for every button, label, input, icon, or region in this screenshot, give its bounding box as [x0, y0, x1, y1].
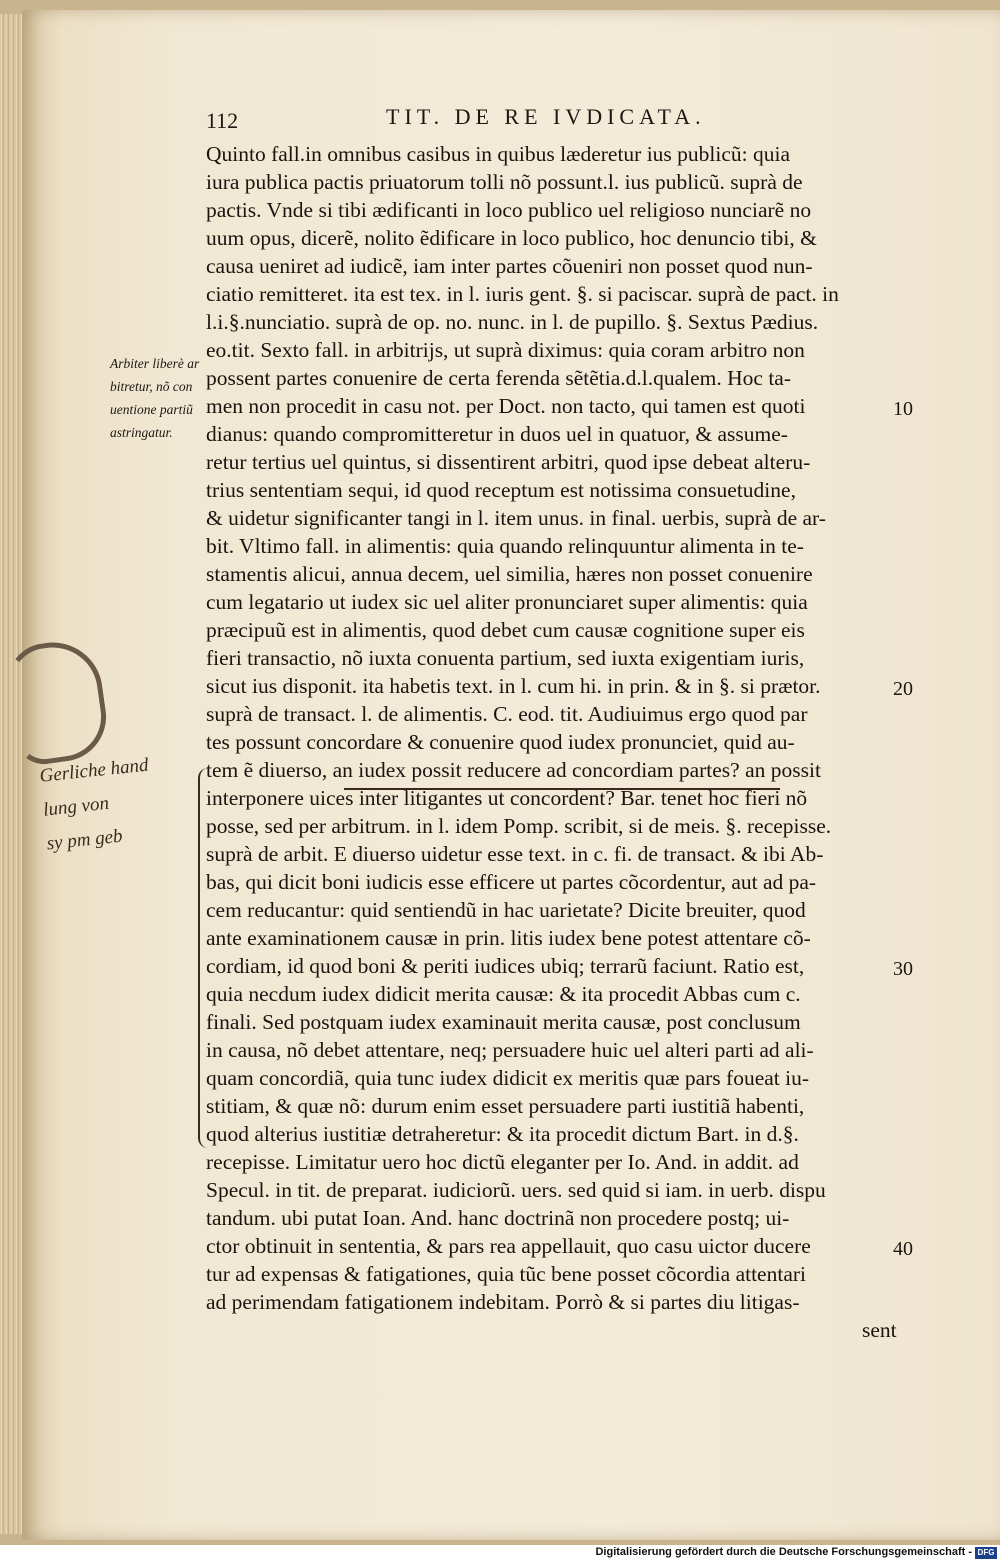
text-line: pactis. Vnde si tibi ædificanti in loco publico uel religioso nunciarẽ no: [206, 198, 812, 222]
text-line: recepisse. Limitatur uero hoc dictũ eleganter per Io. And. in addit. ad: [206, 1150, 799, 1174]
page-clip: [2, 636, 112, 768]
text-line: fieri transactio, nõ iuxta conuenta partium, sed iuxta exigentiam iuris,: [206, 646, 805, 670]
text-line: stitiam, & quæ nõ: durum enim esset persuadere parti iustitiã habenti,: [206, 1094, 805, 1118]
line-number: 20: [893, 678, 913, 700]
margin-note-line: astringatur.: [110, 425, 173, 440]
running-title: TIT. DE RE IVDICATA.: [386, 104, 706, 129]
text-line: finali. Sed postquam iudex examinauit merita causæ, post conclusum: [206, 1010, 801, 1034]
text-line: stamentis alicui, annua decem, uel similia, hæres non posset conuenire: [206, 562, 813, 586]
catchword: sent: [862, 1318, 897, 1342]
handwritten-line: lung von: [42, 792, 110, 821]
text-line: ante examinationem causæ in prin. litis iudex bene potest attentare cõ-: [206, 926, 811, 950]
text-line: uum opus, dicerẽ, nolito ẽdificare in loco publico, hoc denuncio tibi, &: [206, 226, 817, 250]
text-line: præcipuũ est in alimentis, quod debet cum causæ cognitione super eis: [206, 618, 805, 642]
text-line: bas, qui dicit boni iudicis esse efficere ut partes cõcordentur, aut ad pa-: [206, 870, 817, 894]
text-line: tur ad expensas & fatigationes, quia tũc bene posset cõcordia attentari: [206, 1262, 806, 1286]
text-line: quod alterius iustitiæ detraheretur: & ita procedit dictum Bart. in d.§.: [206, 1122, 799, 1146]
text-line: suprà de transact. l. de alimentis. C. eod. tit. Audiuimus ergo quod par: [206, 702, 808, 726]
handwritten-line: sy pm geb: [45, 825, 124, 855]
text-line: bit. Vltimo fall. in alimentis: quia quando relinquuntur alimenta in te-: [206, 534, 804, 558]
text-line: in causa, nõ debet attentare, neq; persuadere huic uel alteri parti ad ali-: [206, 1038, 814, 1062]
page-number: 112: [206, 108, 239, 133]
text-line: eo.tit. Sexto fall. in arbitrijs, ut suprà diximus: quia coram arbitro non: [206, 338, 805, 362]
text-line: ciatio remitteret. ita est tex. in l. iuris gent. §. si paciscar. suprà de pact. in: [206, 282, 839, 306]
text-line: tandum. ubi putat Ioan. And. hanc doctrinã non procedere postq; ui-: [206, 1206, 790, 1230]
text-line: Quinto fall.in omnibus casibus in quibus læderetur ius publicũ: quia: [206, 142, 791, 166]
text-line: iura publica pactis priuatorum tolli nõ possunt.l. ius publicũ. suprà de: [206, 170, 803, 194]
dfg-logo-icon: DFG: [975, 1547, 997, 1559]
line-number: 30: [893, 958, 913, 980]
text-line: cordiam, id quod boni & periti iudices ubiq; terrarũ faciunt. Ratio est,: [206, 954, 805, 978]
text-line: cem reducantur: quid sentiendũ in hac uarietate? Dicite breuiter, quod: [206, 898, 806, 922]
footer-credit: Digitalisierung gefördert durch die Deutsche Forschungsgemeinschaft -: [595, 1546, 972, 1558]
printed-margin-note: [110, 352, 206, 444]
margin-note-line: uentione partiũ: [110, 402, 193, 417]
text-line: Specul. in tit. de preparat. iudiciorũ. uers. sed quid si iam. in uerb. dispu: [206, 1178, 826, 1202]
margin-note-line: bitretur, nõ con: [110, 379, 193, 394]
text-line: trius sententiam sequi, id quod receptum est notissima consuetudine,: [206, 478, 796, 502]
margin-note-line: Arbiter liberè ar: [110, 356, 200, 371]
digitization-footer: [0, 1545, 1000, 1562]
text-line: cum legatario ut iudex sic uel aliter pronunciaret super alimentis: quia: [206, 590, 808, 614]
text-line: quia necdum iudex didicit merita causæ: & ita procedit Abbas cum c.: [206, 982, 801, 1006]
handwritten-line: Gerliche hand: [38, 754, 150, 787]
text-line: tes possunt concordare & conuenire quod iudex pronunciet, quid au-: [206, 730, 795, 754]
text-line: ctor obtinuit in sententia, & pars rea appellauit, quo casu uictor ducere: [206, 1234, 811, 1258]
text-line: l.i.§.nunciatio. suprà de op. no. nunc. in l. de pupillo. §. Sextus Pædius.: [206, 310, 819, 334]
text-line: posse, sed per arbitrum. in l. idem Pomp. scribit, si de meis. §. recepisse.: [206, 814, 832, 838]
text-line: interponere uices inter litigantes ut concordent? Bar. tenet hoc fieri nõ: [206, 786, 808, 810]
text-line: ad perimendam fatigationem indebitam. Porrò & si partes diu litigas-: [206, 1290, 800, 1314]
text-line: possent partes conuenire de certa ferenda sẽtẽtia.d.l.qualem. Hoc ta-: [206, 366, 792, 390]
text-line: & uidetur significanter tangi in l. item unus. in final. uerbis, suprà de ar-: [206, 506, 826, 530]
text-line: men non procedit in casu not. per Doct. non tacto, qui tamen est quoti: [206, 394, 806, 418]
page-header: [206, 104, 886, 138]
text-line: dianus: quando compromitteretur in duos uel in quatuor, & assume-: [206, 422, 788, 446]
text-line: sicut ius disponit. ita habetis text. in l. cum hi. in prin. & in §. si prætor.: [206, 674, 821, 698]
line-number: 10: [893, 398, 913, 420]
text-line: retur tertius uel quintus, si dissentirent arbitri, quod ipse debeat alteru-: [206, 450, 811, 474]
handwritten-margin-note: [38, 744, 198, 861]
line-number: 40: [893, 1238, 913, 1260]
text-line: causa ueniret ad iudicẽ, iam inter partes cõueniri non posset quod nun-: [206, 254, 813, 278]
text-line: tem ẽ diuerso, an iudex possit reducere ad concordiam partes? an possit: [206, 758, 821, 782]
text-line: suprà de arbit. E diuerso uidetur esse text. in c. fi. de transact. & ibi Ab-: [206, 842, 824, 866]
text-line: quam concordiã, quia tunc iudex didicit ex meritis quæ pars foueat iu-: [206, 1066, 810, 1090]
